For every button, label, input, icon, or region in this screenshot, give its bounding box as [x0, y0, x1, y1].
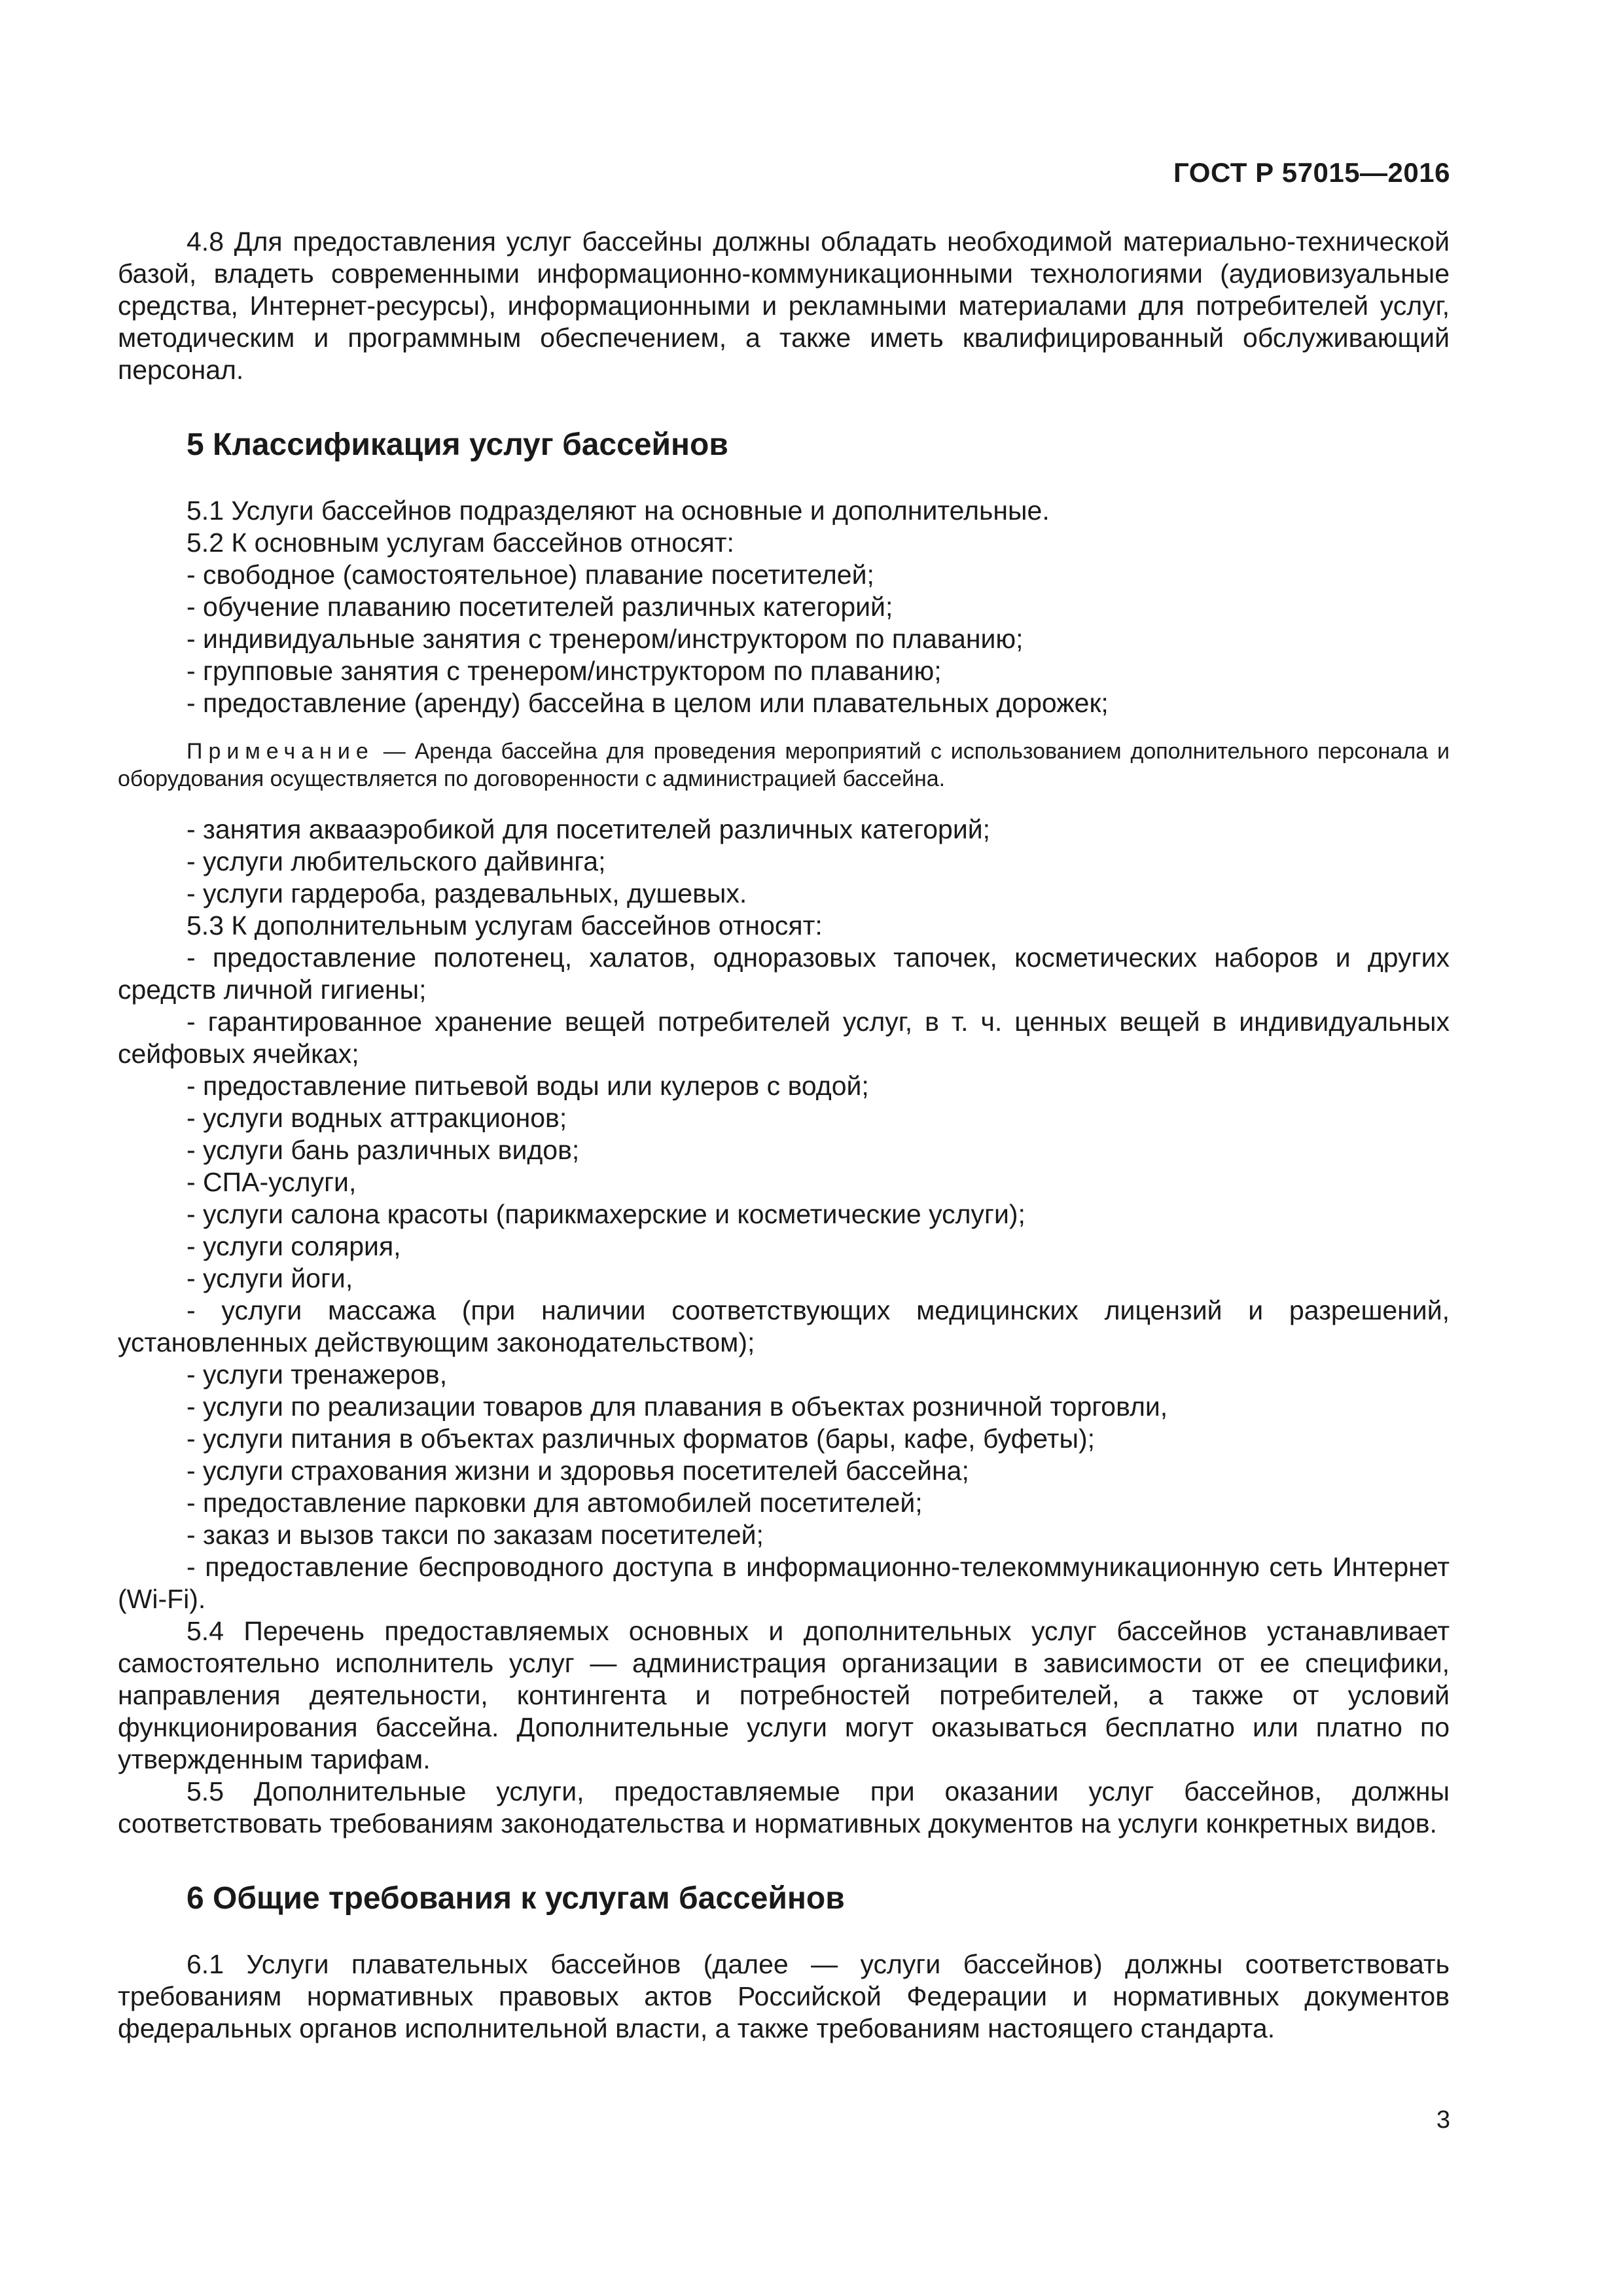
list-item: - услуги по реализации товаров для плавания в объектах розничной торговли, [187, 1391, 1168, 1422]
paragraph-5-1: 5.1 Услуги бассейнов подразделяют на основные и дополнительные. [187, 495, 1050, 526]
list-item: - услуги водных аттракционов; [187, 1103, 567, 1133]
paragraph-5-5: 5.5 Дополнительные услуги, предоставляемые при оказании услуг бассейнов, должны соответствовать требованиям законодательства и нормативных документов на услуги конкретных видов. [118, 1776, 1450, 1839]
list-item: - индивидуальные занятия с тренером/инструктором по плаванию; [187, 624, 1024, 654]
list-item: - СПА-услуги, [187, 1167, 357, 1197]
list-item: - предоставление питьевой воды или кулеров с водой; [187, 1071, 869, 1101]
list-item: - предоставление полотенец, халатов, одноразовых тапочек, косметических наборов и других средств личной гигиены; [118, 942, 1450, 1005]
paragraph-5-2: 5.2 К основным услугам бассейнов относят: [187, 528, 734, 558]
section-5-title: 5 Классификация услуг бассейнов [187, 427, 728, 462]
list-item: - услуги бань различных видов; [187, 1135, 580, 1165]
list-item: - услуги страхования жизни и здоровья посетителей бассейна; [187, 1456, 969, 1486]
list-item: - услуги тренажеров, [187, 1359, 448, 1390]
list-item: - услуги йоги, [187, 1263, 353, 1293]
list-item: - услуги гардероба, раздевальных, душевых. [187, 878, 747, 908]
list-item: - свободное (самостоятельное) плавание посетителей; [187, 560, 874, 590]
note-label: Примечание [187, 739, 374, 764]
list-item: - заказ и вызов такси по заказам посетителей; [187, 1520, 764, 1550]
list-item: - услуги любительского дайвинга; [187, 846, 606, 876]
note [118, 738, 1450, 793]
list-item: - занятия аквааэробикой для посетителей различных категорий; [187, 814, 991, 844]
document-code: ГОСТ Р 57015—2016 [1173, 157, 1450, 188]
list-item: - групповые занятия с тренером/инструктором по плаванию; [187, 656, 942, 686]
list-item: - предоставление беспроводного доступа в информационно-телекоммуникационную сеть Интернет (Wi-Fi). [118, 1552, 1450, 1614]
list-item: - услуги салона красоты (парикмахерские и косметические услуги); [187, 1199, 1026, 1229]
paragraph-6-1: 6.1 Услуги плавательных бассейнов (далее — услуги бассейнов) должны соответствовать требованиям нормативных правовых актов Российской Федерации и нормативных документов федеральных органов исполнительной власти, а также требованиям настоящего стандарта. [118, 1949, 1450, 2043]
paragraph-5-4: 5.4 Перечень предоставляемых основных и дополнительных услуг бассейнов устанавливает самостоятельно исполнитель услуг — администрация организации в зависимости от ее специфики, направления деятельности, контингента и потребностей потребителей, а также от условий функционирования бассейна. Дополнительные услуги могут оказываться бесплатно или платно по утвержденным тарифам. [118, 1616, 1450, 1774]
list-item: - услуги солярия, [187, 1231, 401, 1261]
list-item: - услуги питания в объектах различных форматов (бары, кафе, буфеты); [187, 1424, 1096, 1454]
list-item: - гарантированное хранение вещей потребителей услуг, в т. ч. ценных вещей в индивидуальных сейфовых ячейках; [118, 1007, 1450, 1069]
section-6-title: 6 Общие требования к услугам бассейнов [187, 1881, 845, 1916]
page-content [118, 226, 1450, 2045]
list-item: - услуги массажа (при наличии соответствующих медицинских лицензий и разрешений, установленных действующим законодательством); [118, 1295, 1450, 1357]
paragraph-4-8: 4.8 Для предоставления услуг бассейны должны обладать необходимой материально-технической базой, владеть современными информационно-коммуникационными технологиями (аудиовизуальные средства, Интернет-ресурсы), информационными и рекламными материалами для потребителей услуг, методическим и программным обеспечением, а также иметь квалифицированный обслуживающий персонал. [118, 226, 1450, 385]
list-item: - предоставление (аренду) бассейна в целом или плавательных дорожек; [187, 688, 1109, 718]
paragraph-5-3: 5.3 К дополнительным услугам бассейнов относят: [187, 910, 823, 941]
list-item: - обучение плаванию посетителей различных категорий; [187, 592, 893, 622]
list-item: - предоставление парковки для автомобилей посетителей; [187, 1488, 923, 1518]
page-number: 3 [1436, 2106, 1450, 2134]
note-text: — Аренда бассейна для проведения мероприятий с использованием дополнительного персонала и оборудования осуществляется по договоренности с администрацией бассейна. [118, 739, 1450, 791]
